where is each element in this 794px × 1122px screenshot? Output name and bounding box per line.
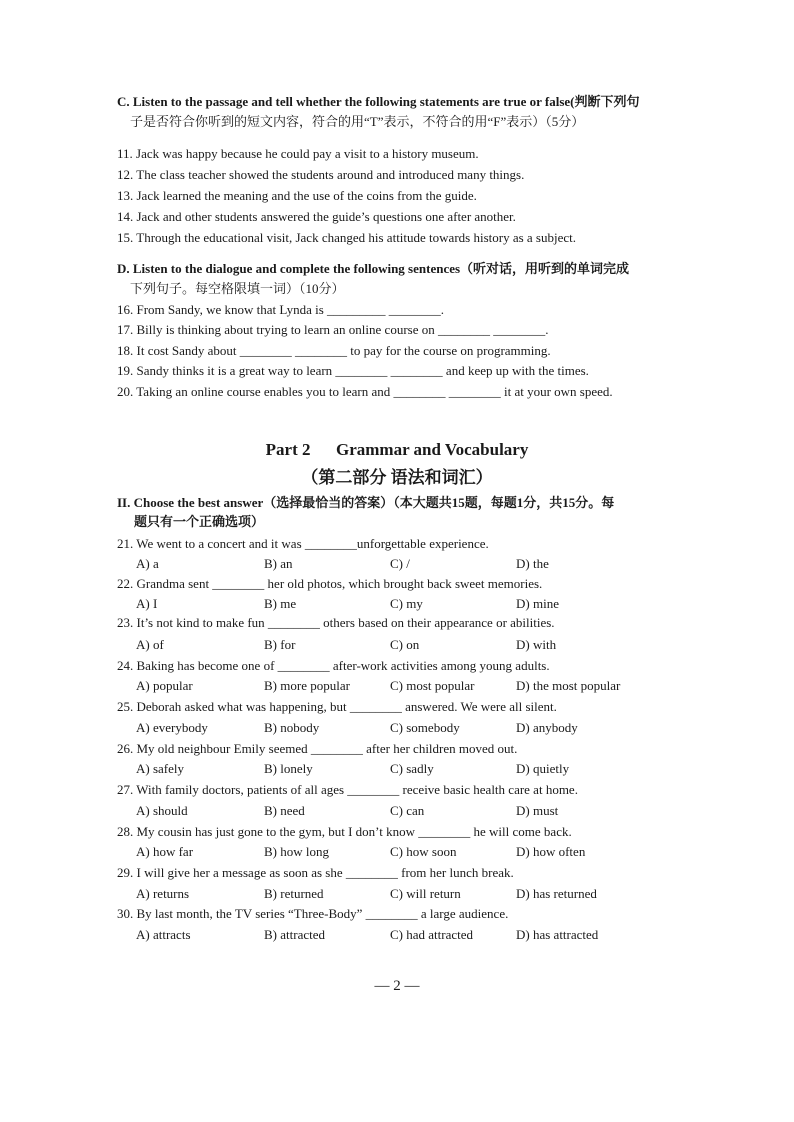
- option-c[interactable]: C) on: [390, 637, 420, 652]
- question-26: 26. My old neighbour Emily seemed ________ after her children moved out.: [117, 741, 518, 756]
- statement-14: 14. Jack and other students answered the guide’s questions one after another.: [117, 209, 516, 224]
- option-b[interactable]: B) returned: [264, 886, 324, 901]
- sentence-19: 19. Sandy thinks it is a great way to learn ________ ________ and keep up with the times.: [117, 363, 589, 378]
- option-d[interactable]: D) has attracted: [516, 927, 599, 942]
- option-a[interactable]: A) should: [136, 803, 188, 818]
- options-26: [136, 761, 656, 777]
- option-c[interactable]: C) /: [390, 556, 410, 571]
- question-25: 25. Deborah asked what was happening, but ________ answered. We were all silent.: [117, 699, 557, 714]
- option-a[interactable]: A) popular: [136, 678, 193, 693]
- option-b[interactable]: B) how long: [264, 844, 329, 859]
- option-c[interactable]: C) somebody: [390, 720, 460, 735]
- section-d-heading-line2: 下列句子。每空格限填一词）（10分）: [130, 281, 345, 296]
- option-d[interactable]: D) the most popular: [516, 678, 621, 693]
- option-c[interactable]: C) most popular: [390, 678, 475, 693]
- option-a[interactable]: A) I: [136, 596, 158, 611]
- options-30: [136, 927, 656, 943]
- option-d[interactable]: D) has returned: [516, 886, 597, 901]
- option-a[interactable]: A) a: [136, 556, 159, 571]
- option-b[interactable]: B) more popular: [264, 678, 350, 693]
- page-number: — 2 —: [374, 978, 420, 994]
- statement-15: 15. Through the educational visit, Jack changed his attitude towards history as a subject.: [117, 230, 576, 245]
- option-b[interactable]: B) an: [264, 556, 293, 571]
- option-d[interactable]: D) the: [516, 556, 549, 571]
- options-23: [136, 637, 656, 653]
- section-ii-heading-line2: 题只有一个正确选项）: [134, 514, 265, 529]
- question-30: 30. By last month, the TV series “Three-Body” ________ a large audience.: [117, 906, 509, 921]
- statement-13: 13. Jack learned the meaning and the use of the coins from the guide.: [117, 188, 477, 203]
- part-2-subtitle: （第二部分 语法和词汇）: [301, 468, 493, 487]
- section-d-heading-line1: D. Listen to the dialogue and complete the following sentences（听对话，用听到的单词完成: [117, 261, 630, 276]
- option-a[interactable]: A) returns: [136, 886, 190, 901]
- statement-11: 11. Jack was happy because he could pay a visit to a history museum.: [117, 146, 479, 161]
- options-27: [136, 803, 656, 819]
- option-c[interactable]: C) how soon: [390, 844, 457, 859]
- section-c-heading-line1: C. Listen to the passage and tell whether the following statements are true or false(判断下列句: [117, 94, 640, 109]
- options-25: [136, 720, 656, 736]
- question-24: 24. Baking has become one of ________ after-work activities among young adults.: [117, 658, 550, 673]
- options-21: [136, 556, 656, 572]
- section-ii-heading-line1: II. Choose the best answer（选择最恰当的答案）（本大题共15题，每题1分，共15分。每: [117, 495, 615, 510]
- option-d[interactable]: D) quietly: [516, 761, 570, 776]
- question-22: 22. Grandma sent ________ her old photos, which brought back sweet memories.: [117, 576, 543, 591]
- option-a[interactable]: A) of: [136, 637, 164, 652]
- section-c-heading-line2: 子是否符合你听到的短文内容，符合的用“T”表示，不符合的用“F”表示）（5分）: [130, 114, 585, 129]
- options-24: [136, 678, 656, 694]
- option-d[interactable]: D) how often: [516, 844, 586, 859]
- option-b[interactable]: B) need: [264, 803, 305, 818]
- option-c[interactable]: C) my: [390, 596, 423, 611]
- option-d[interactable]: D) must: [516, 803, 559, 818]
- sentence-17: 17. Billy is thinking about trying to learn an online course on ________ ________.: [117, 322, 549, 337]
- sentence-18: 18. It cost Sandy about ________ ________ to pay for the course on programming.: [117, 343, 551, 358]
- question-27: 27. With family doctors, patients of all ages ________ receive basic health care at home.: [117, 782, 578, 797]
- option-c[interactable]: C) sadly: [390, 761, 434, 776]
- option-b[interactable]: B) nobody: [264, 720, 320, 735]
- statement-12: 12. The class teacher showed the students around and introduced many things.: [117, 167, 525, 182]
- option-d[interactable]: D) mine: [516, 596, 559, 611]
- options-29: [136, 886, 656, 902]
- option-c[interactable]: C) had attracted: [390, 927, 474, 942]
- options-22: [136, 596, 656, 612]
- option-d[interactable]: D) with: [516, 637, 557, 652]
- option-b[interactable]: B) me: [264, 596, 297, 611]
- part-2-title: Part 2 Grammar and Vocabulary: [265, 440, 529, 459]
- option-a[interactable]: A) how far: [136, 844, 194, 859]
- question-28: 28. My cousin has just gone to the gym, but I don’t know ________ he will come back.: [117, 824, 572, 839]
- option-b[interactable]: B) for: [264, 637, 296, 652]
- option-a[interactable]: A) safely: [136, 761, 185, 776]
- option-b[interactable]: B) attracted: [264, 927, 325, 942]
- question-21: 21. We went to a concert and it was ________unforgettable experience.: [117, 536, 489, 551]
- option-a[interactable]: A) attracts: [136, 927, 191, 942]
- option-c[interactable]: C) will return: [390, 886, 461, 901]
- options-28: [136, 844, 656, 860]
- sentence-20: 20. Taking an online course enables you to learn and ________ ________ it at your own speed.: [117, 384, 613, 399]
- question-29: 29. I will give her a message as soon as she ________ from her lunch break.: [117, 865, 514, 880]
- option-a[interactable]: A) everybody: [136, 720, 208, 735]
- option-d[interactable]: D) anybody: [516, 720, 578, 735]
- question-23: 23. It’s not kind to make fun ________ others based on their appearance or abilities.: [117, 615, 555, 630]
- option-c[interactable]: C) can: [390, 803, 425, 818]
- sentence-16: 16. From Sandy, we know that Lynda is _________ ________.: [117, 302, 445, 317]
- option-b[interactable]: B) lonely: [264, 761, 313, 776]
